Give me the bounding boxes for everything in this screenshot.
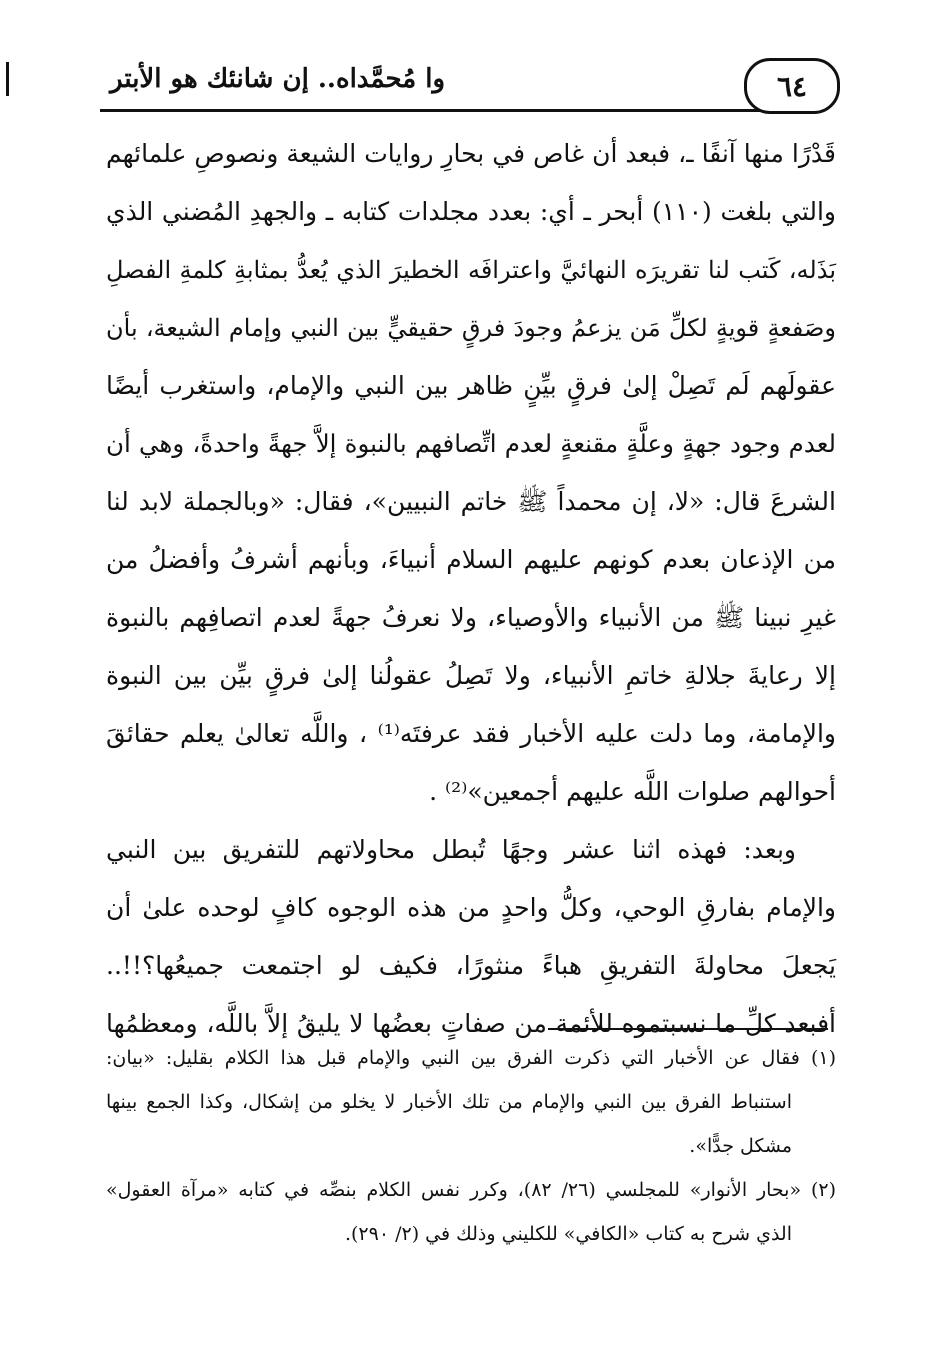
body-line: عقولَهم لَم تَصِلْ إلىٰ فرقٍ بيِّنٍ ظاهر بين النبي والإمام، واستغرب أيضًا — [106, 371, 836, 400]
page-edge-mark — [6, 62, 9, 96]
body-line: والإمامة، وما دلت عليه الأخبار فقد عرفتَه⁽¹⁾ ، واللَّه تعالىٰ يعلم حقائقَ — [106, 719, 836, 748]
page-number: ٦٤ — [744, 58, 840, 114]
footnote-line: (١) فقال عن الأخبار التي ذكرت الفرق بين النبي والإمام قبل هذا الكلام بقليل: «بيان: — [106, 1047, 837, 1069]
footnote-line: استنباط الفرق بين النبي والإمام من تلك الأخبار لا يخلو من إشكال، وكذا الجمع بينها — [106, 1091, 792, 1113]
body-line: وبعد: فهذه اثنا عشر وجهًا تُبطل محاولاتهم للتفريق بين النبي — [106, 835, 797, 864]
footnotes — [106, 1036, 836, 1256]
page-header — [100, 58, 840, 114]
body-line: يَجعلَ محاولةَ التفريقِ هباءً منثورًا، فكيف لو اجتمعت جميعُها؟!!.. — [106, 951, 836, 980]
body-line: إلا رعايةَ جلالةِ خاتمِ الأنبياء، ولا تَصِلُ عقولُنا إلىٰ فرقٍ بيِّن بين النبوة — [106, 661, 836, 690]
header-rule — [100, 109, 770, 112]
body-line: لعدم وجود جهةٍ وعلَّةٍ مقنعةٍ لعدم اتِّصافهم بالنبوة إلاَّ جهةً واحدةً، وهي أن — [106, 429, 836, 458]
body-line: من الإذعان بعدم كونهم عليهم السلام أنبياءَ، وبأنهم أشرفُ وأفضلُ من — [106, 545, 836, 574]
body-line: والإمام بفارقِ الوحي، وكلُّ واحدٍ من هذه الوجوه كافٍ لوحده علىٰ أن — [106, 893, 836, 922]
body-text — [106, 125, 836, 1053]
body-line: أحوالهم صلوات اللَّه عليهم أجمعين»⁽²⁾ . — [429, 777, 836, 806]
body-line: وصَفعةٍ قويةٍ لكلِّ مَن يزعمُ وجودَ فرقٍ حقيقيٍّ بين النبي وإمام الشيعة، بأن — [106, 314, 836, 342]
body-line: أفبعد كلِّ ما نسبتموه للأئمة من صفاتٍ بعضُها لا يليقُ إلاَّ باللَّه، ومعظمُها — [106, 1009, 836, 1038]
running-title: وا مُحمَّداه.. إن شانئك هو الأبتر — [110, 64, 446, 94]
body-line: والتي بلغت (١١٠) أبحر ـ أي: بعدد مجلدات كتابه ـ والجهدِ المُضني الذي — [106, 197, 837, 226]
body-line: الشرعَ قال: «لا، إن محمداً ﷺ خاتم النبيين»، فقال: «وبالجملة لابد لنا — [106, 487, 836, 516]
footnote-separator — [548, 1028, 828, 1030]
footnote-line: (٢) «بحار الأنوار» للمجلسي (٢٦/ ٨٢)، وكرر نفس الكلام بنصِّه في كتابه «مرآة العقول» — [106, 1179, 836, 1201]
footnote-line: مشكل جدًّا». — [689, 1135, 792, 1157]
body-line: بَذَله، كَتب لنا تقريرَه النهائيَّ واعترافَه الخطيرَ الذي يُعدُّ بمثابةِ كلمةِ الفصلِ — [106, 256, 837, 284]
footnote-line: الذي شرح به كتاب «الكافي» للكليني وذلك في (٢/ ٢٩٠). — [344, 1223, 792, 1245]
body-line: قَدْرًا منها آنفًا ـ، فبعد أن غاص في بحارِ روايات الشيعة ونصوصِ علمائهم — [106, 139, 836, 168]
body-line: غيرِ نبينا ﷺ من الأنبياء والأوصياء، ولا نعرفُ جهةً لعدم اتصافِهم بالنبوة — [106, 603, 836, 632]
